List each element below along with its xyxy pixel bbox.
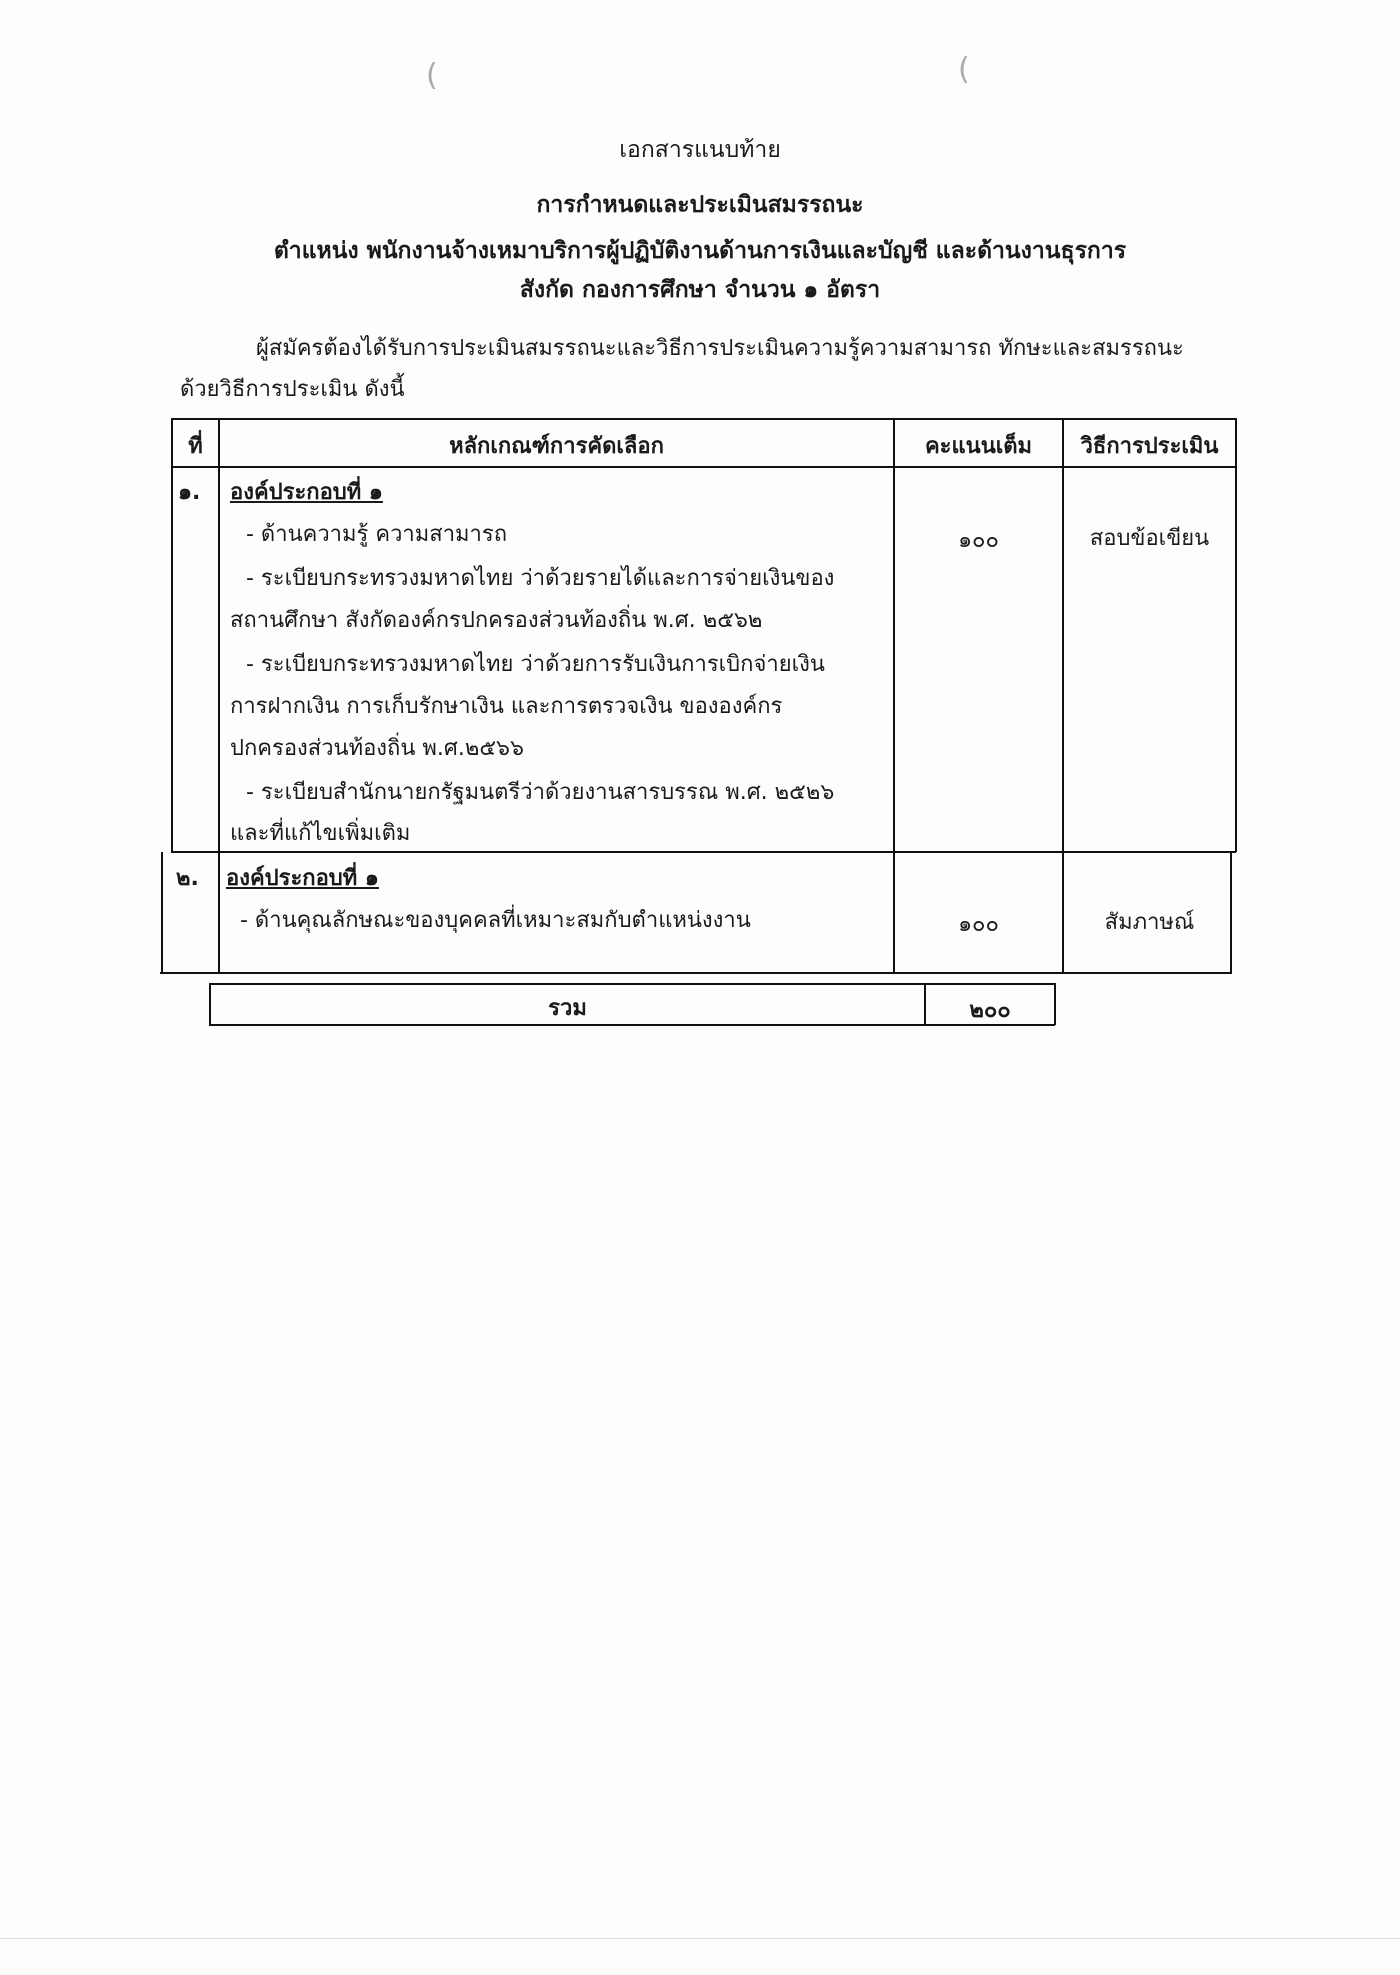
scan-bottom-edge bbox=[0, 1938, 1400, 1939]
no-column-border bbox=[218, 418, 220, 973]
table-top-border bbox=[171, 418, 1236, 420]
intro-line-1: ผู้สมัครต้องได้รับการประเมินสมรรถนะและวิธีการประเมินความรู้ความสามารถ ทักษะและสมรรถนะ bbox=[256, 336, 1184, 361]
row1-method: สอบข้อเขียน bbox=[1089, 526, 1210, 551]
row1-item: - ระเบียบสำนักนายกรัฐมนตรีว่าด้วยงานสารบรรณ พ.ศ. ๒๕๒๖ bbox=[246, 780, 835, 805]
row2-method: สัมภาษณ์ bbox=[1104, 910, 1195, 935]
header-bottom-border bbox=[171, 466, 1236, 468]
total-label: รวม bbox=[548, 996, 587, 1021]
row2-component: องค์ประกอบที่ ๑ bbox=[226, 866, 379, 891]
header-method: วิธีการประเมิน bbox=[1080, 434, 1219, 459]
attachment-label: เอกสารแนบท้าย bbox=[619, 137, 781, 163]
intro-line-2: ด้วยวิธีการประเมิน ดังนี้ bbox=[180, 377, 405, 402]
row1-item: การฝากเงิน การเก็บรักษาเงิน และการตรวจเงิน ขององค์กร bbox=[230, 694, 783, 719]
row1-item: และที่แก้ไขเพิ่มเติม bbox=[230, 821, 411, 846]
row1-item: สถานศึกษา สังกัดองค์กรปกครองส่วนท้องถิ่น พ.ศ. ๒๕๖๒ bbox=[230, 608, 763, 633]
document-title: การกำหนดและประเมินสมรรถนะ bbox=[536, 192, 864, 218]
total-score: ๒๐๐ bbox=[969, 998, 1011, 1023]
row1-item: - ด้านความรู้ ความสามารถ bbox=[246, 522, 508, 547]
table-left-border-row2 bbox=[161, 852, 163, 973]
row2-score: ๑๐๐ bbox=[958, 912, 999, 937]
row1-item: ปกครองส่วนท้องถิ่น พ.ศ.๒๕๖๖ bbox=[230, 736, 524, 761]
header-score: คะแนนเต็ม bbox=[924, 434, 1033, 459]
criteria-column-border bbox=[893, 418, 895, 973]
row2-item: - ด้านคุณลักษณะของบุคคลที่เหมาะสมกับตำแหน่งงาน bbox=[240, 908, 751, 933]
scan-mark-left: ( bbox=[426, 58, 438, 93]
table-right-border bbox=[1235, 418, 1237, 852]
row1-item: - ระเบียบกระทรวงมหาดไทย ว่าด้วยรายได้และการจ่ายเงินของ bbox=[246, 566, 835, 591]
row1-bottom-border bbox=[171, 851, 1236, 853]
row1-score: ๑๐๐ bbox=[958, 528, 999, 553]
total-top-border bbox=[209, 983, 1055, 985]
position-title: ตำแหน่ง พนักงานจ้างเหมาบริการผู้ปฏิบัติงานด้านการเงินและบัญชี และด้านงานธุรการ bbox=[273, 238, 1127, 264]
row1-item: - ระเบียบกระทรวงมหาดไทย ว่าด้วยการรับเงินการเบิกจ่ายเงิน bbox=[246, 652, 825, 677]
row2-no: ๒. bbox=[176, 866, 199, 891]
table-left-border bbox=[171, 418, 173, 852]
row1-component: องค์ประกอบที่ ๑ bbox=[230, 480, 383, 505]
row2-bottom-border bbox=[160, 972, 1232, 974]
row1-no: ๑. bbox=[178, 480, 201, 505]
affiliation-line: สังกัด กองการศึกษา จำนวน ๑ อัตรา bbox=[519, 277, 881, 303]
header-no: ที่ bbox=[188, 434, 203, 459]
score-column-border bbox=[1062, 418, 1064, 973]
scan-mark-right: ( bbox=[958, 52, 970, 87]
total-right-border bbox=[1054, 983, 1056, 1025]
header-criteria: หลักเกณฑ์การคัดเลือก bbox=[449, 434, 664, 459]
